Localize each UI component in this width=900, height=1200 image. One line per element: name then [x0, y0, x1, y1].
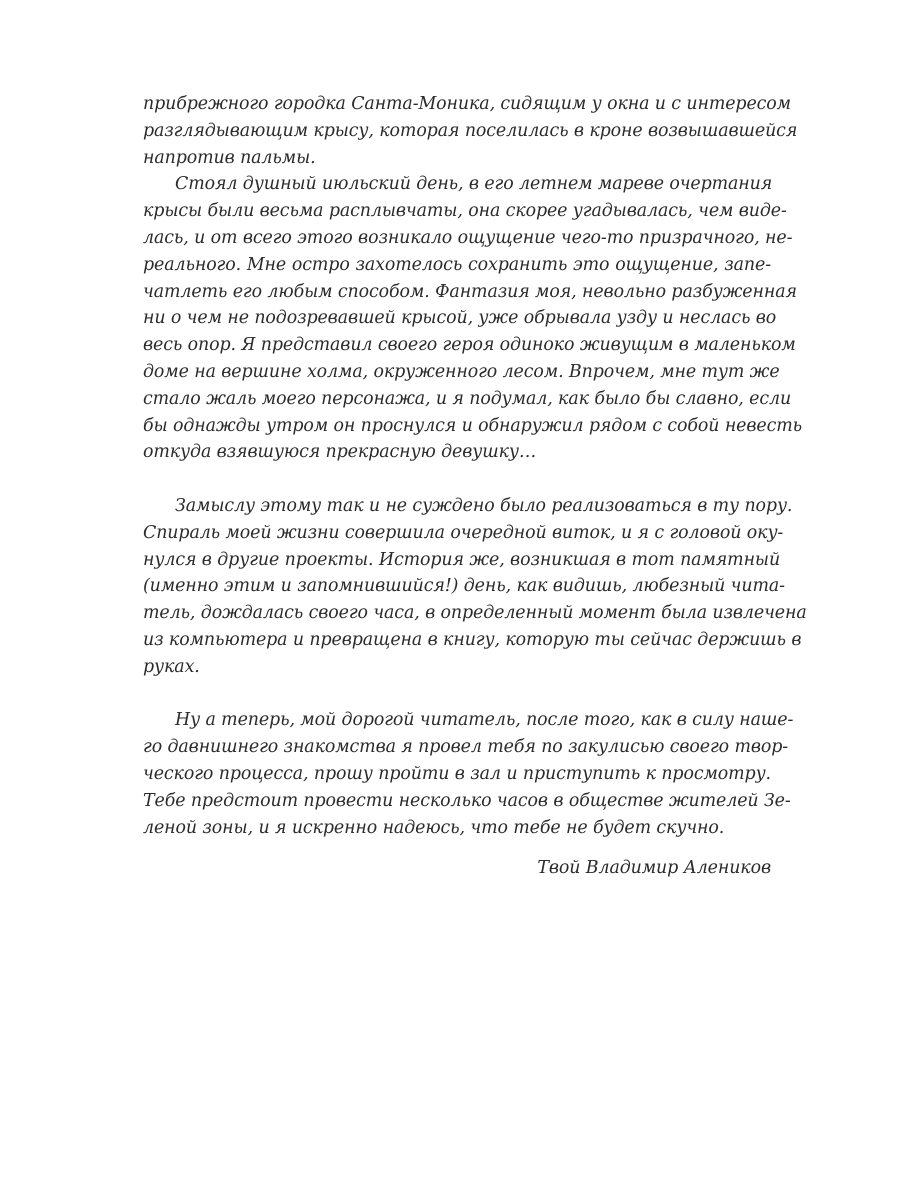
- text-line: ческого процесса, прошу пройти в зал и приступить к просмотру.: [143, 763, 771, 784]
- text-line: стало жаль моего персонажа, и я подумал, как было бы славно, если: [143, 388, 792, 409]
- text-line: леной зоны, и я искренно надеюсь, что тебе не будет скучно.: [143, 817, 725, 838]
- text-line: Ну а теперь, мой дорогой читатель, после того, как в силу наше-: [175, 710, 794, 731]
- text-line: откуда взявшуюся прекрасную девушку…: [143, 442, 537, 463]
- text-line: Стоял душный июльский день, в его летнем мареве очертания: [175, 174, 773, 195]
- text-line: лась, и от всего этого возникало ощущение чего-то призрачного, не-: [143, 227, 793, 248]
- text-line: крысы были весьма расплывчаты, она скорее угадывалась, чем виде-: [143, 201, 787, 222]
- text-line: (именно этим и запомнившийся!) день, как видишь, любезный чита-: [143, 576, 785, 597]
- paragraph-1: [143, 91, 798, 171]
- text-line: го давнишнего знакомства я провел тебя по закулисью своего твор-: [143, 737, 789, 758]
- text-line: прибрежного городка Санта-Моника, сидящим у окна и с интересом: [143, 94, 791, 114]
- text-line: нулся в другие проекты. История же, возникшая в тот памятный: [143, 549, 781, 570]
- text-line: тель, дождалась своего часа, в определенный момент была извлечена: [143, 603, 807, 624]
- text-line: Тебе предстоит провести несколько часов в обществе жителей Зе-: [143, 790, 791, 811]
- text-line: весь опор. Я представил своего героя одиноко живущим в маленьком: [143, 335, 796, 356]
- text-line: Спираль моей жизни совершила очередной виток, и я с головой оку-: [143, 522, 784, 543]
- paragraph-2: [143, 171, 802, 466]
- paragraph-3: [143, 493, 807, 681]
- text-line: чатлеть его любым способом. Фантазия моя, невольно разбуженная: [143, 281, 797, 302]
- book-page-text: [143, 91, 807, 882]
- text-line: реального. Мне остро захотелось сохранить это ощущение, запе-: [143, 254, 771, 275]
- text-line: Замыслу этому так и не суждено было реализоваться в ту пору.: [175, 495, 793, 516]
- paragraph-4: [143, 707, 794, 841]
- text-line: ни о чем не подозревавшей крысой, уже обрывала узду и неслась во: [143, 308, 777, 329]
- text-line: из компьютера и превращена в книгу, которую ты сейчас держишь в: [143, 629, 802, 650]
- text-line: доме на вершине холма, окруженного лесом. Впрочем, мне тут же: [143, 361, 780, 382]
- paragraph-spacer: [143, 466, 771, 493]
- paragraph-spacer: [143, 681, 771, 708]
- author-signature: Твой Владимир Алеников: [537, 858, 771, 879]
- text-line: бы однажды утром он проснулся и обнаружил рядом с собой невесть: [143, 415, 802, 436]
- text-line: напротив пальмы.: [143, 147, 316, 168]
- text-line: руках.: [143, 656, 200, 677]
- text-line: разглядывающим крысу, которая поселилась в кроне возвышавшейся: [143, 120, 798, 141]
